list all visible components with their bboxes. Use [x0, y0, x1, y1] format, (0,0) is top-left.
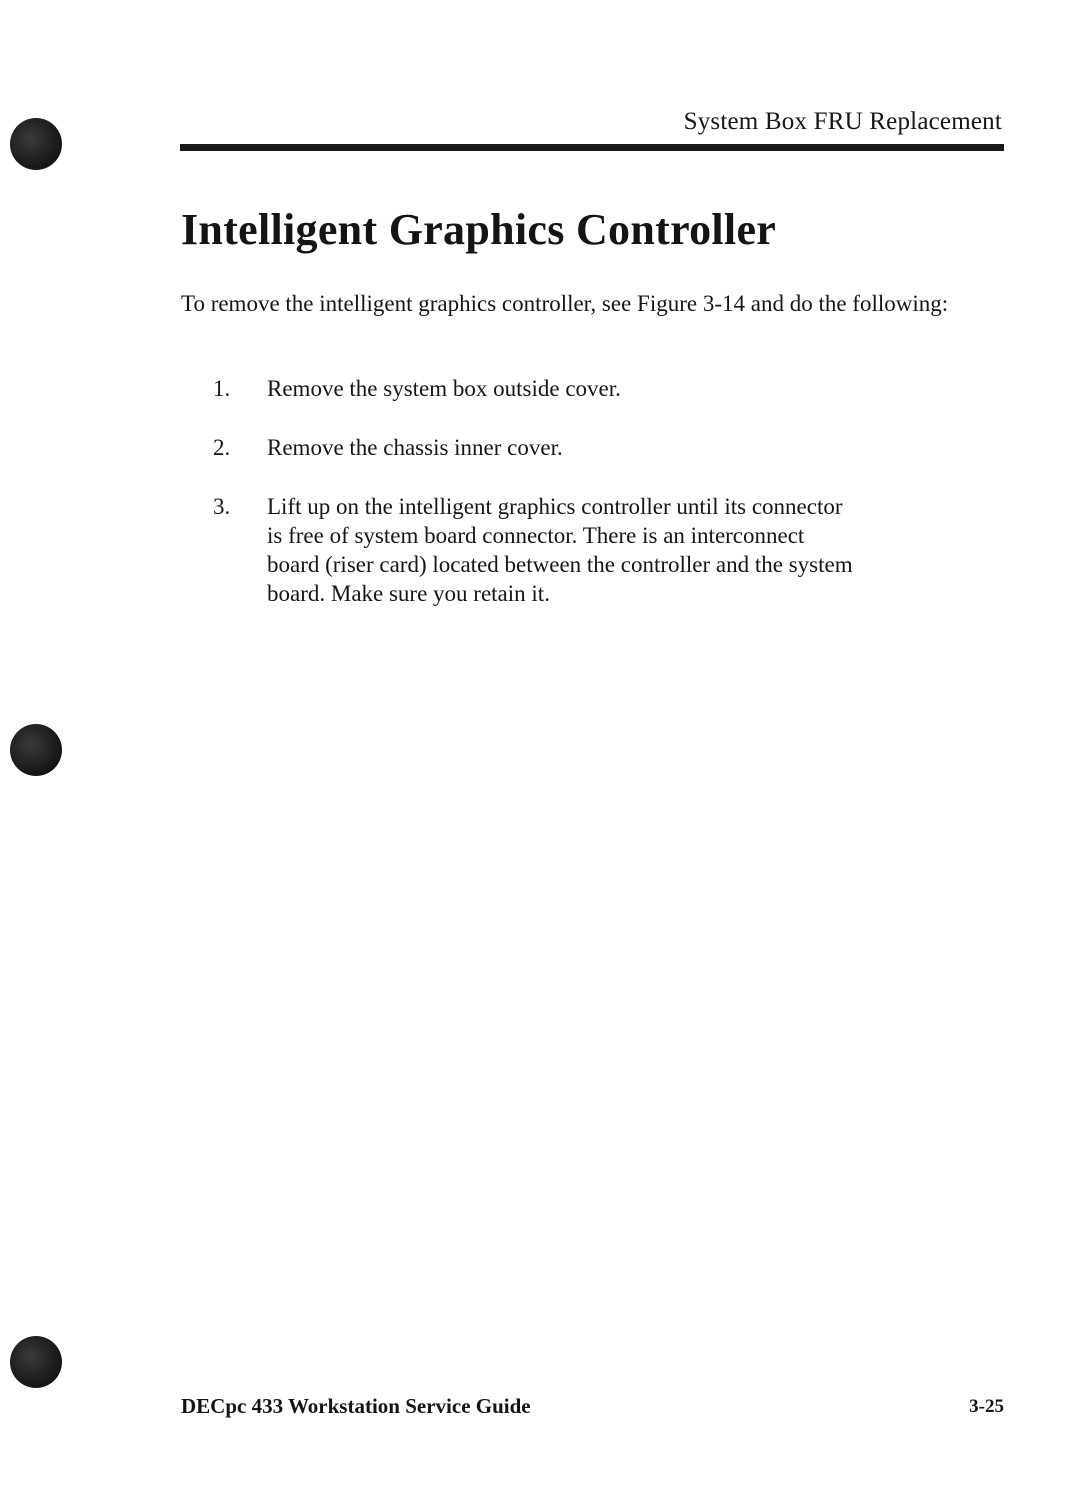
- footer-page-number: 3-25: [969, 1396, 1004, 1417]
- step-item: [213, 433, 873, 462]
- step-number: 3.: [213, 494, 231, 519]
- step-text: Remove the chassis inner cover.: [267, 435, 563, 460]
- step-text: Remove the system box outside cover.: [267, 376, 621, 401]
- step-item: [213, 374, 873, 403]
- step-number: 1.: [213, 376, 231, 401]
- intro-paragraph: To remove the intelligent graphics controller, see Figure 3-14 and do the following:: [181, 291, 949, 316]
- procedure-steps: [213, 374, 873, 608]
- step-number: 2.: [213, 435, 231, 460]
- punch-hole-bottom: [10, 1336, 62, 1388]
- footer-guide-title: DECpc 433 Workstation Service Guide: [181, 1394, 531, 1418]
- header-rule: [180, 144, 1004, 151]
- running-header: System Box FRU Replacement: [683, 108, 1002, 135]
- page-title: Intelligent Graphics Controller: [181, 205, 777, 254]
- step-item: [213, 492, 873, 608]
- punch-hole-top: [10, 118, 62, 170]
- punch-hole-middle: [10, 724, 62, 776]
- step-text: Lift up on the intelligent graphics controller until its connector is free of system board connector. There is an interconnect board (riser card) located between the controller and the system board. Make sure you retain it.: [267, 494, 853, 606]
